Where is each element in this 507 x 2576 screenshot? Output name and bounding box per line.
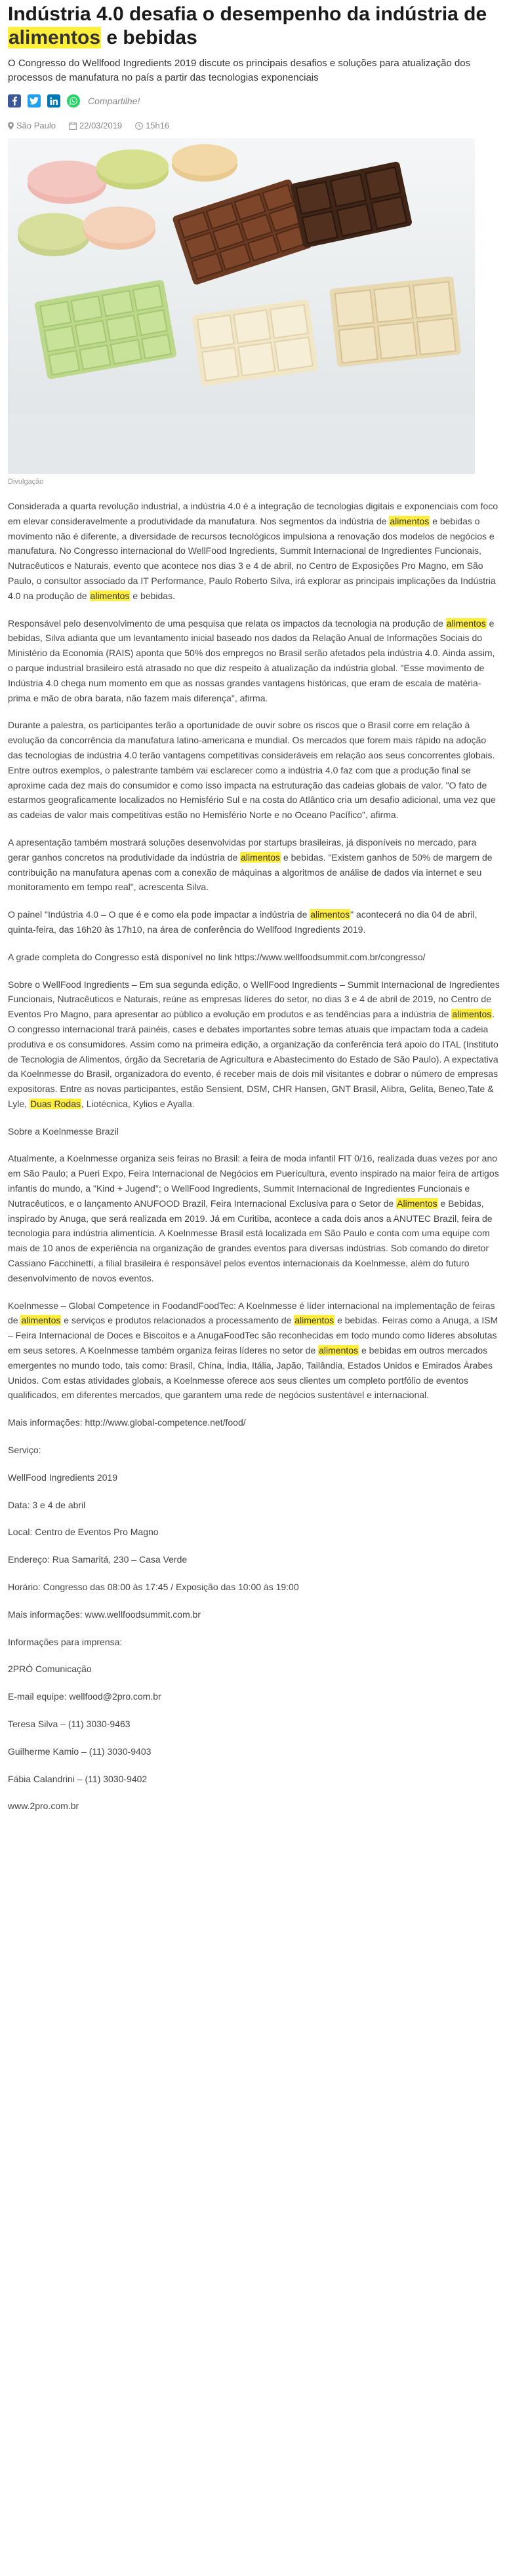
paragraph-text: " acontecerá no dia 04 de abril, quinta-feira, das 16h20 às 17h10, na área de conferência do Wellfood Ingredients 2019. <box>8 909 477 935</box>
image-caption: Divulgação <box>8 478 44 486</box>
paragraph-text: Sobre a Koelnmesse Brazil <box>8 1125 119 1137</box>
paragraph-text: e serviços e produtos relacionados a processamento de <box>61 1315 294 1326</box>
linkedin-icon[interactable] <box>47 94 60 107</box>
title-part-2: e bebidas <box>101 27 197 49</box>
paragraph-text: 2PRÓ Comunicação <box>8 1664 92 1675</box>
article-body <box>8 499 500 1814</box>
article-paragraph <box>8 718 500 823</box>
paragraph-text: Data: 3 e 4 de abril <box>8 1499 86 1510</box>
article-paragraph <box>8 950 500 965</box>
facebook-icon[interactable] <box>8 94 21 107</box>
paragraph-text: e Bebidas, inspirado by Anuga, que será realizada em 2019. Já em Curitiba, acontece a cada dois anos a ANUTEC Brazil, feira de tecnologia para indústria alimentícia. A Koelnmesse Brasil está localizada em São Paulo e conta com uma equipe com mais de 10 anos de experiência na organização de grandes eventos para diversas indústrias. Sob comando do diretor Cassiano Facchinetti, a filial brasileira é responsável pelos eventos internacionais da Koelnmesse, além do futuro desenvolvimento de novos eventos. <box>8 1198 493 1283</box>
date-text: 22/03/2019 <box>79 121 123 130</box>
paragraph-text: Atualmente, a Koelnmesse organiza seis feiras no Brasil: a feira de moda infantil FIT 0/16, realizada duas vezes por ano em São Paulo; a Pueri Expo, Feira Internacional de Negócios em Puericultura, evento inspirado na maior feira de artigos infantis do mundo, a "Kind + Jugend"; o WellFood Ingredients, Summit Internacional de Ingredientes Funcionais e Nutracêuticos, e o lançamento ANUFOOD Brazil, Feira Internacional Exclusiva para o Setor de <box>8 1153 499 1209</box>
highlighted-term: alimentos <box>319 1345 359 1356</box>
paragraph-text: e bebidas. <box>130 590 175 601</box>
title-highlight: alimentos <box>9 27 101 49</box>
highlighted-term: Duas Rodas <box>30 1098 81 1109</box>
time <box>135 121 176 130</box>
article-paragraph <box>8 1635 500 1650</box>
time-text: 15h16 <box>146 121 170 130</box>
paragraph-text: , Liotécnica, Kylios e Ayalla. <box>81 1098 195 1109</box>
location <box>8 121 62 130</box>
paragraph-text: e bebidas, Silva adianta que um levantamento inicial baseado nos dados da Relação Anual de Informações Sociais do Ministério da Economia (RAIS) aponta que 50% dos empregos no Brasil serão afetados pela indústria 4.0. Ainda assim, o parque industrial brasileiro está atrasado no que diz respeito à atualização da indústria global. "Esse movimento de Indústria 4.0 chega num momento em que as nossas grandes vantagens históricas, que eram de escala de matéria-prima e mão de obra barata, não fazem mais diferença", afirma. <box>8 617 495 703</box>
paragraph-text: Considerada a quarta revolução industrial, a indústria 4.0 é a integração de tecnologias digitais e exponenciais com foco em elevar consideravelmente a produtividade da manufatura. Nos segmentos da indústria de <box>8 501 498 526</box>
date <box>69 121 129 130</box>
title-part-1: Indústria 4.0 desafia o desempenho da indústria de <box>8 3 487 25</box>
share-label: Compartilhe! <box>88 96 140 106</box>
highlighted-term: alimentos <box>310 909 350 920</box>
clock-icon <box>135 122 143 130</box>
highlighted-term: alimentos <box>452 1009 492 1020</box>
article-paragraph <box>8 977 500 1112</box>
article-image <box>8 138 475 474</box>
article-paragraph <box>8 1443 500 1458</box>
location-pin-icon <box>8 122 14 130</box>
article-meta <box>8 121 500 130</box>
location-text: São Paulo <box>16 121 56 130</box>
paragraph-text: Local: Centro de Eventos Pro Magno <box>8 1527 159 1538</box>
paragraph-text: Durante a palestra, os participantes terão a oportunidade de ouvir sobre os riscos que o Brasil corre em relação à evolução da concorrência da manufatura latino-americana e mundial. Os mercados que forem mais rápido na adoção das tecnologias de indústria 4.0 terão vantagens competitivas consideráveis em relação aos seus concorrentes globais. Entre outros exemplos, o palestrante também vai esclarecer como a indústria 4.0 faz com que a produção final se aproxime cada dez mais do consumidor e como isso impacta na estruturação das cadeias globais de valor. "O fato de estarmos geograficamente localizados no Hemisfério Sul e na costa do Atlântico cria um desafio adicional, uma vez que as cadeias de valor mais competitivas estão no Hemisfério Norte e no Oceano Pacífico", afirma. <box>8 720 496 821</box>
paragraph-text: Guilherme Kamio – (11) 3030-9403 <box>8 1746 152 1757</box>
article-subtitle: O Congresso do Wellfood Ingredients 2019 discute os principais desafios e soluções para atualização dos processos de manufatura no país a partir das tecnologias exponenciais <box>8 58 471 83</box>
highlighted-term: alimentos <box>90 590 130 601</box>
article-paragraph <box>8 1124 500 1139</box>
article-paragraph <box>8 1662 500 1677</box>
twitter-icon[interactable] <box>28 94 41 107</box>
highlighted-term: alimentos <box>21 1315 61 1326</box>
paragraph-text: A grade completa do Congresso está disponível no link https://www.wellfoodsummit.com.br/congresso/ <box>8 951 426 962</box>
paragraph-text: e bebidas. "Existem ganhos de 50% de margem de contribuição na manufatura apenas com a conexão de máquinas a algoritmos de análise de dados via internet e seu monitoramento em tempo real", acrescenta Silva. <box>8 851 493 893</box>
article-paragraph <box>8 1580 500 1595</box>
article-paragraph <box>8 1799 500 1814</box>
paragraph-text: www.2pro.com.br <box>8 1801 79 1812</box>
article-container <box>8 0 500 1826</box>
paragraph-text: Informações para imprensa: <box>8 1636 123 1647</box>
article-paragraph <box>8 835 500 895</box>
paragraph-text: Horário: Congresso das 08:00 às 17:45 / Exposição das 10:00 às 19:00 <box>8 1582 299 1593</box>
article-paragraph <box>8 1772 500 1787</box>
article-paragraph <box>8 1717 500 1732</box>
article-title <box>8 3 500 50</box>
highlighted-term: alimentos <box>446 617 486 629</box>
paragraph-text: Endereço: Rua Samaritá, 230 – Casa Verde <box>8 1554 188 1565</box>
calendar-icon <box>69 122 77 130</box>
article-paragraph <box>8 616 500 706</box>
article-paragraph <box>8 1415 500 1430</box>
paragraph-text: e bebidas o movimento não é diferente, a diversidade de recursos tecnológicos impulsiona a renovação dos modelos de negócios e manufatura. No Congresso internacional do WellFood Ingredients, Summit Internacional de Ingredientes Funcionais, Nutracêuticos e Naturais, evento que acontece nos dias 3 e 4 de abril, no Centro de Exposições Pro Magno, em São Paulo, o consultor associado da IT Performance, Paulo Roberto Silva, irá explorar as principais implicações da Indústria 4.0 na produção de <box>8 515 496 601</box>
paragraph-text: . O congresso internacional trará painéis, cases e debates importantes sobre temas atuais que impactam toda a cadeia produtiva e os consumidores. Assim como na primeira edição, a organização da conferência terá apoio do ITAL (Instituto de Tecnologia de Alimentos, órgão da Secretaria de Agricultura e Abastecimento do Estado de São Paulo). A expectativa da Koelnmesse do Brasil, organizadora do evento, é receber mais de dois mil visitantes e dobrar o número de empresas expositoras. Entre as novas participantes, estão Sensient, DSM, CHR Hansen, GNT Brasil, Alibra, Gelita, Beneo,Tate & Lyle, <box>8 1009 498 1109</box>
paragraph-text: Serviço: <box>8 1445 41 1456</box>
paragraph-text: e bebidas em outros mercados emergentes no mundo todo, tais como: Brasil, China, Índia, Itália, Japão, Tailândia, Estados Unidos e Emirados Árabes Unidos. Com estas atividades globais, a Koelnmesse oferece aos seus clientes um completo portfólio de eventos qualificados, em diferentes mercados, que garantem uma rede de negócios sustentável e internacional. <box>8 1345 493 1401</box>
article-paragraph <box>8 907 500 937</box>
article-paragraph <box>8 1607 500 1622</box>
article-paragraph <box>8 499 500 604</box>
highlighted-term: alimentos <box>294 1315 335 1326</box>
article-paragraph <box>8 1689 500 1704</box>
paragraph-text: Mais informações: http://www.global-competence.net/food/ <box>8 1417 246 1428</box>
paragraph-text: Mais informações: www.wellfoodsummit.com.br <box>8 1609 201 1620</box>
paragraph-text: Teresa Silva – (11) 3030-9463 <box>8 1719 131 1729</box>
paragraph-text: e bebidas. Feiras como a Anuga, a ISM – Feira Internacional de Doces e Biscoitos e a AnugaFoodTec são reconhecidas em todo mundo como líderes absolutas em seus setores. A Koelnmesse também organiza feiras líderes no setor de <box>8 1315 498 1356</box>
highlighted-term: Alimentos <box>397 1198 437 1209</box>
highlighted-term: alimentos <box>241 851 281 863</box>
paragraph-text: Koelnmesse – Global Competence in FoodandFoodTec: A Koelnmesse é líder internacional na implementação de feiras de <box>8 1300 495 1326</box>
highlighted-term: alimentos <box>390 515 430 526</box>
article-paragraph <box>8 1470 500 1485</box>
article-paragraph <box>8 1151 500 1285</box>
article-paragraph <box>8 1744 500 1759</box>
paragraph-text: Fábia Calandrini – (11) 3030-9402 <box>8 1773 148 1784</box>
whatsapp-icon[interactable] <box>67 94 80 107</box>
paragraph-text: Sobre o WellFood Ingredients – Em sua segunda edição, o WellFood Ingredients – Summit Internacional de Ingredientes Funcionais, Nutracêuticos e Naturais, reúne as empresas líderes do setor, no dias 3 e 4 de abril de 2019, no Centro de Eventos Pro Magno, para apresentar ao público a evolução em produtos e as tendências para a indústria de <box>8 979 500 1020</box>
article-paragraph <box>8 1498 500 1513</box>
article-paragraph <box>8 1525 500 1540</box>
paragraph-text: WellFood Ingredients 2019 <box>8 1472 118 1483</box>
article-paragraph <box>8 1298 500 1403</box>
paragraph-text: A apresentação também mostrará soluções desenvolvidas por startups brasileiras, já disponíveis no mercado, para gerar ganhos concretos na produtividade da indústria de <box>8 836 477 863</box>
chocolates-illustration <box>8 138 475 474</box>
paragraph-text: O painel "Indústria 4.0 – O que é e como ela pode impactar a indústria de <box>8 909 310 920</box>
paragraph-text: E-mail equipe: wellfood@2pro.com.br <box>8 1691 161 1702</box>
paragraph-text: Responsável pelo desenvolvimento de uma pesquisa que relata os impactos da tecnologia na produção de <box>8 617 446 629</box>
article-paragraph <box>8 1552 500 1567</box>
share-bar <box>8 93 500 109</box>
